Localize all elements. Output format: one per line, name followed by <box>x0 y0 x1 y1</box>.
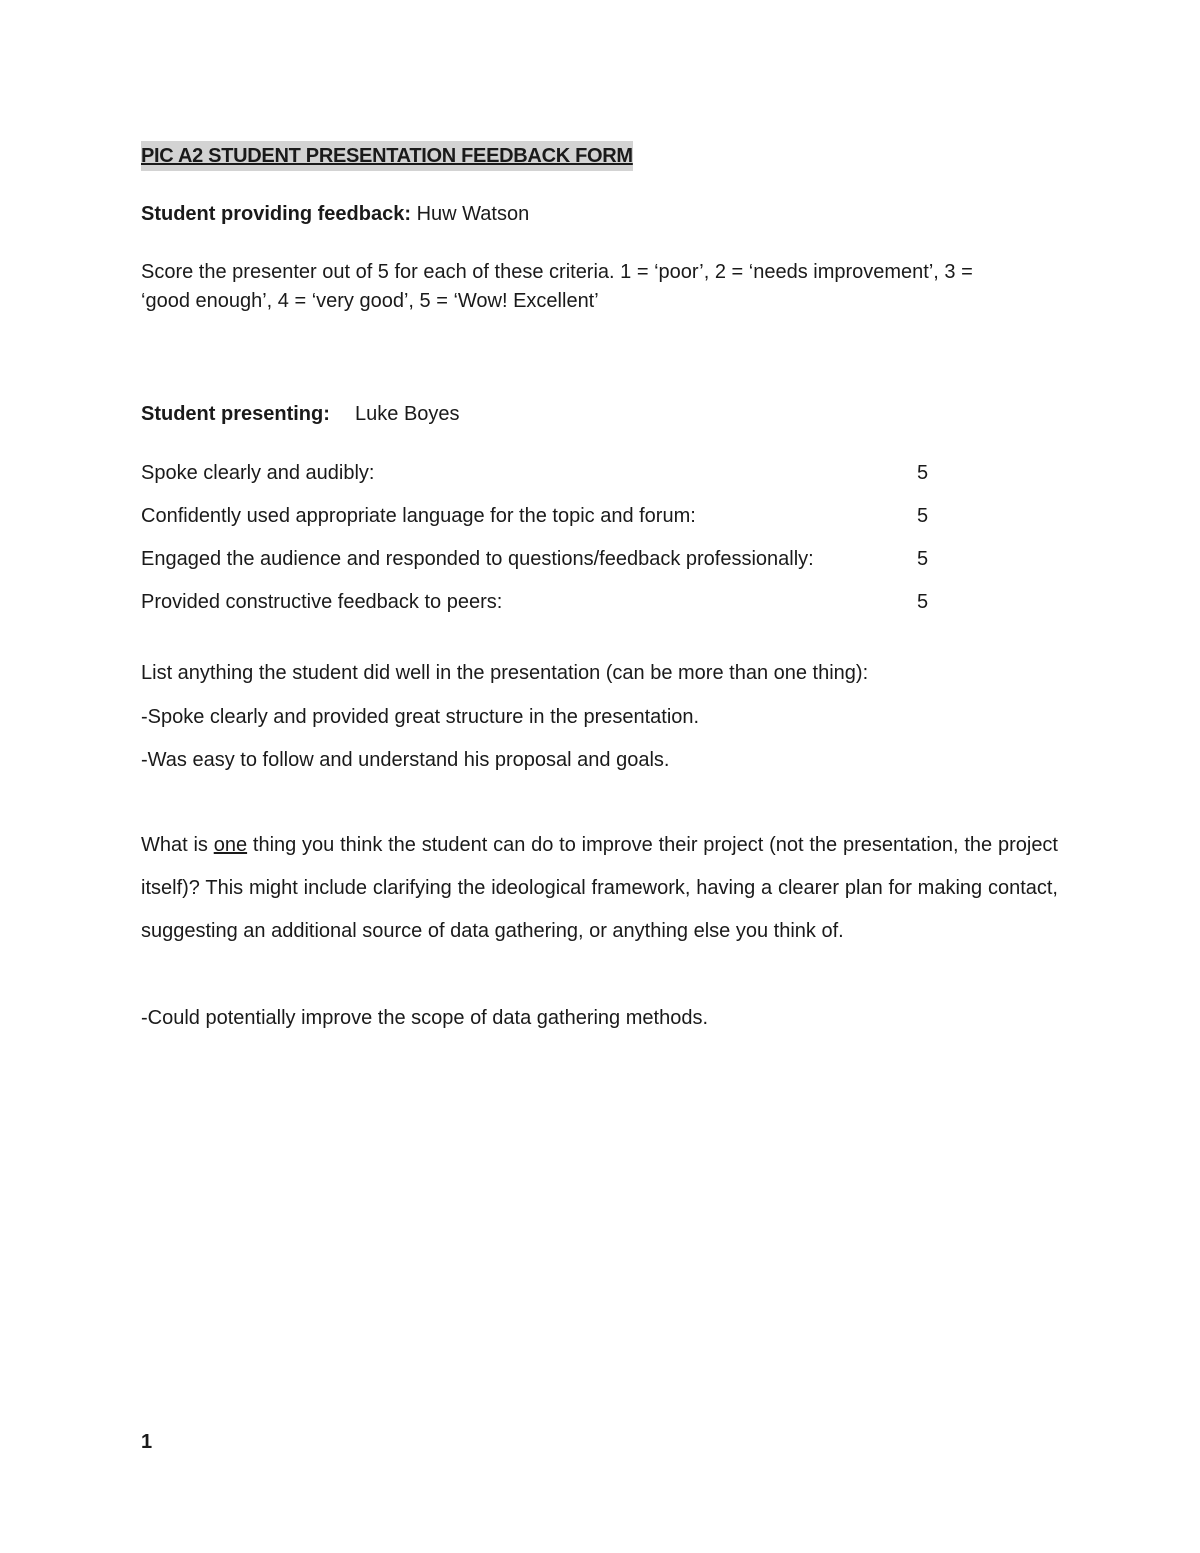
feedback-provider-name: Huw Watson <box>416 203 530 225</box>
feedback-provider-line <box>141 200 529 228</box>
did-well-answer: -Spoke clearly and provided great structure in the presentation. <box>141 706 700 728</box>
criterion-score: 5 <box>917 462 929 484</box>
presenter-label: Student presenting: <box>141 403 330 425</box>
criterion-label: Engaged the audience and responded to questions/feedback professionally: <box>141 548 814 570</box>
criterion-score: 5 <box>917 505 929 527</box>
criterion-score: 5 <box>917 591 929 613</box>
did-well-answer: -Was easy to follow and understand his proposal and goals. <box>141 749 670 771</box>
improve-prompt-rest: thing you think the student can do to improve their project (not the presentation, the project itself)? This might include clarifying the ideological framework, having a clearer plan for making contact, suggesting an additional source of data gathering, or anything else you think of. <box>141 834 1058 942</box>
instructions-line-2: ‘good enough’, 4 = ‘very good’, 5 = ‘Wow! Excellent’ <box>141 290 599 312</box>
improve-prompt-emphasis: one <box>213 834 248 856</box>
criterion-label: Provided constructive feedback to peers: <box>141 591 503 613</box>
form-title: PIC A2 STUDENT PRESENTATION FEEDBACK FORM <box>141 141 633 171</box>
improve-prompt-start: What is <box>141 834 214 856</box>
presenter-name: Luke Boyes <box>355 403 460 425</box>
instructions-line-1: Score the presenter out of 5 for each of these criteria. 1 = ‘poor’, 2 = ‘needs improvement’, 3 = <box>141 261 973 283</box>
criterion-label: Spoke clearly and audibly: <box>141 462 375 484</box>
criterion-label: Confidently used appropriate language for the topic and forum: <box>141 505 696 527</box>
criterion-score: 5 <box>917 548 929 570</box>
improve-prompt <box>141 824 1058 953</box>
feedback-provider-label: Student providing feedback: <box>141 203 412 225</box>
presenter-line <box>141 400 460 428</box>
improve-answer: -Could potentially improve the scope of data gathering methods. <box>141 1007 709 1029</box>
page-number: 1 <box>141 1431 153 1453</box>
did-well-prompt: List anything the student did well in the presentation (can be more than one thing): <box>141 662 869 684</box>
